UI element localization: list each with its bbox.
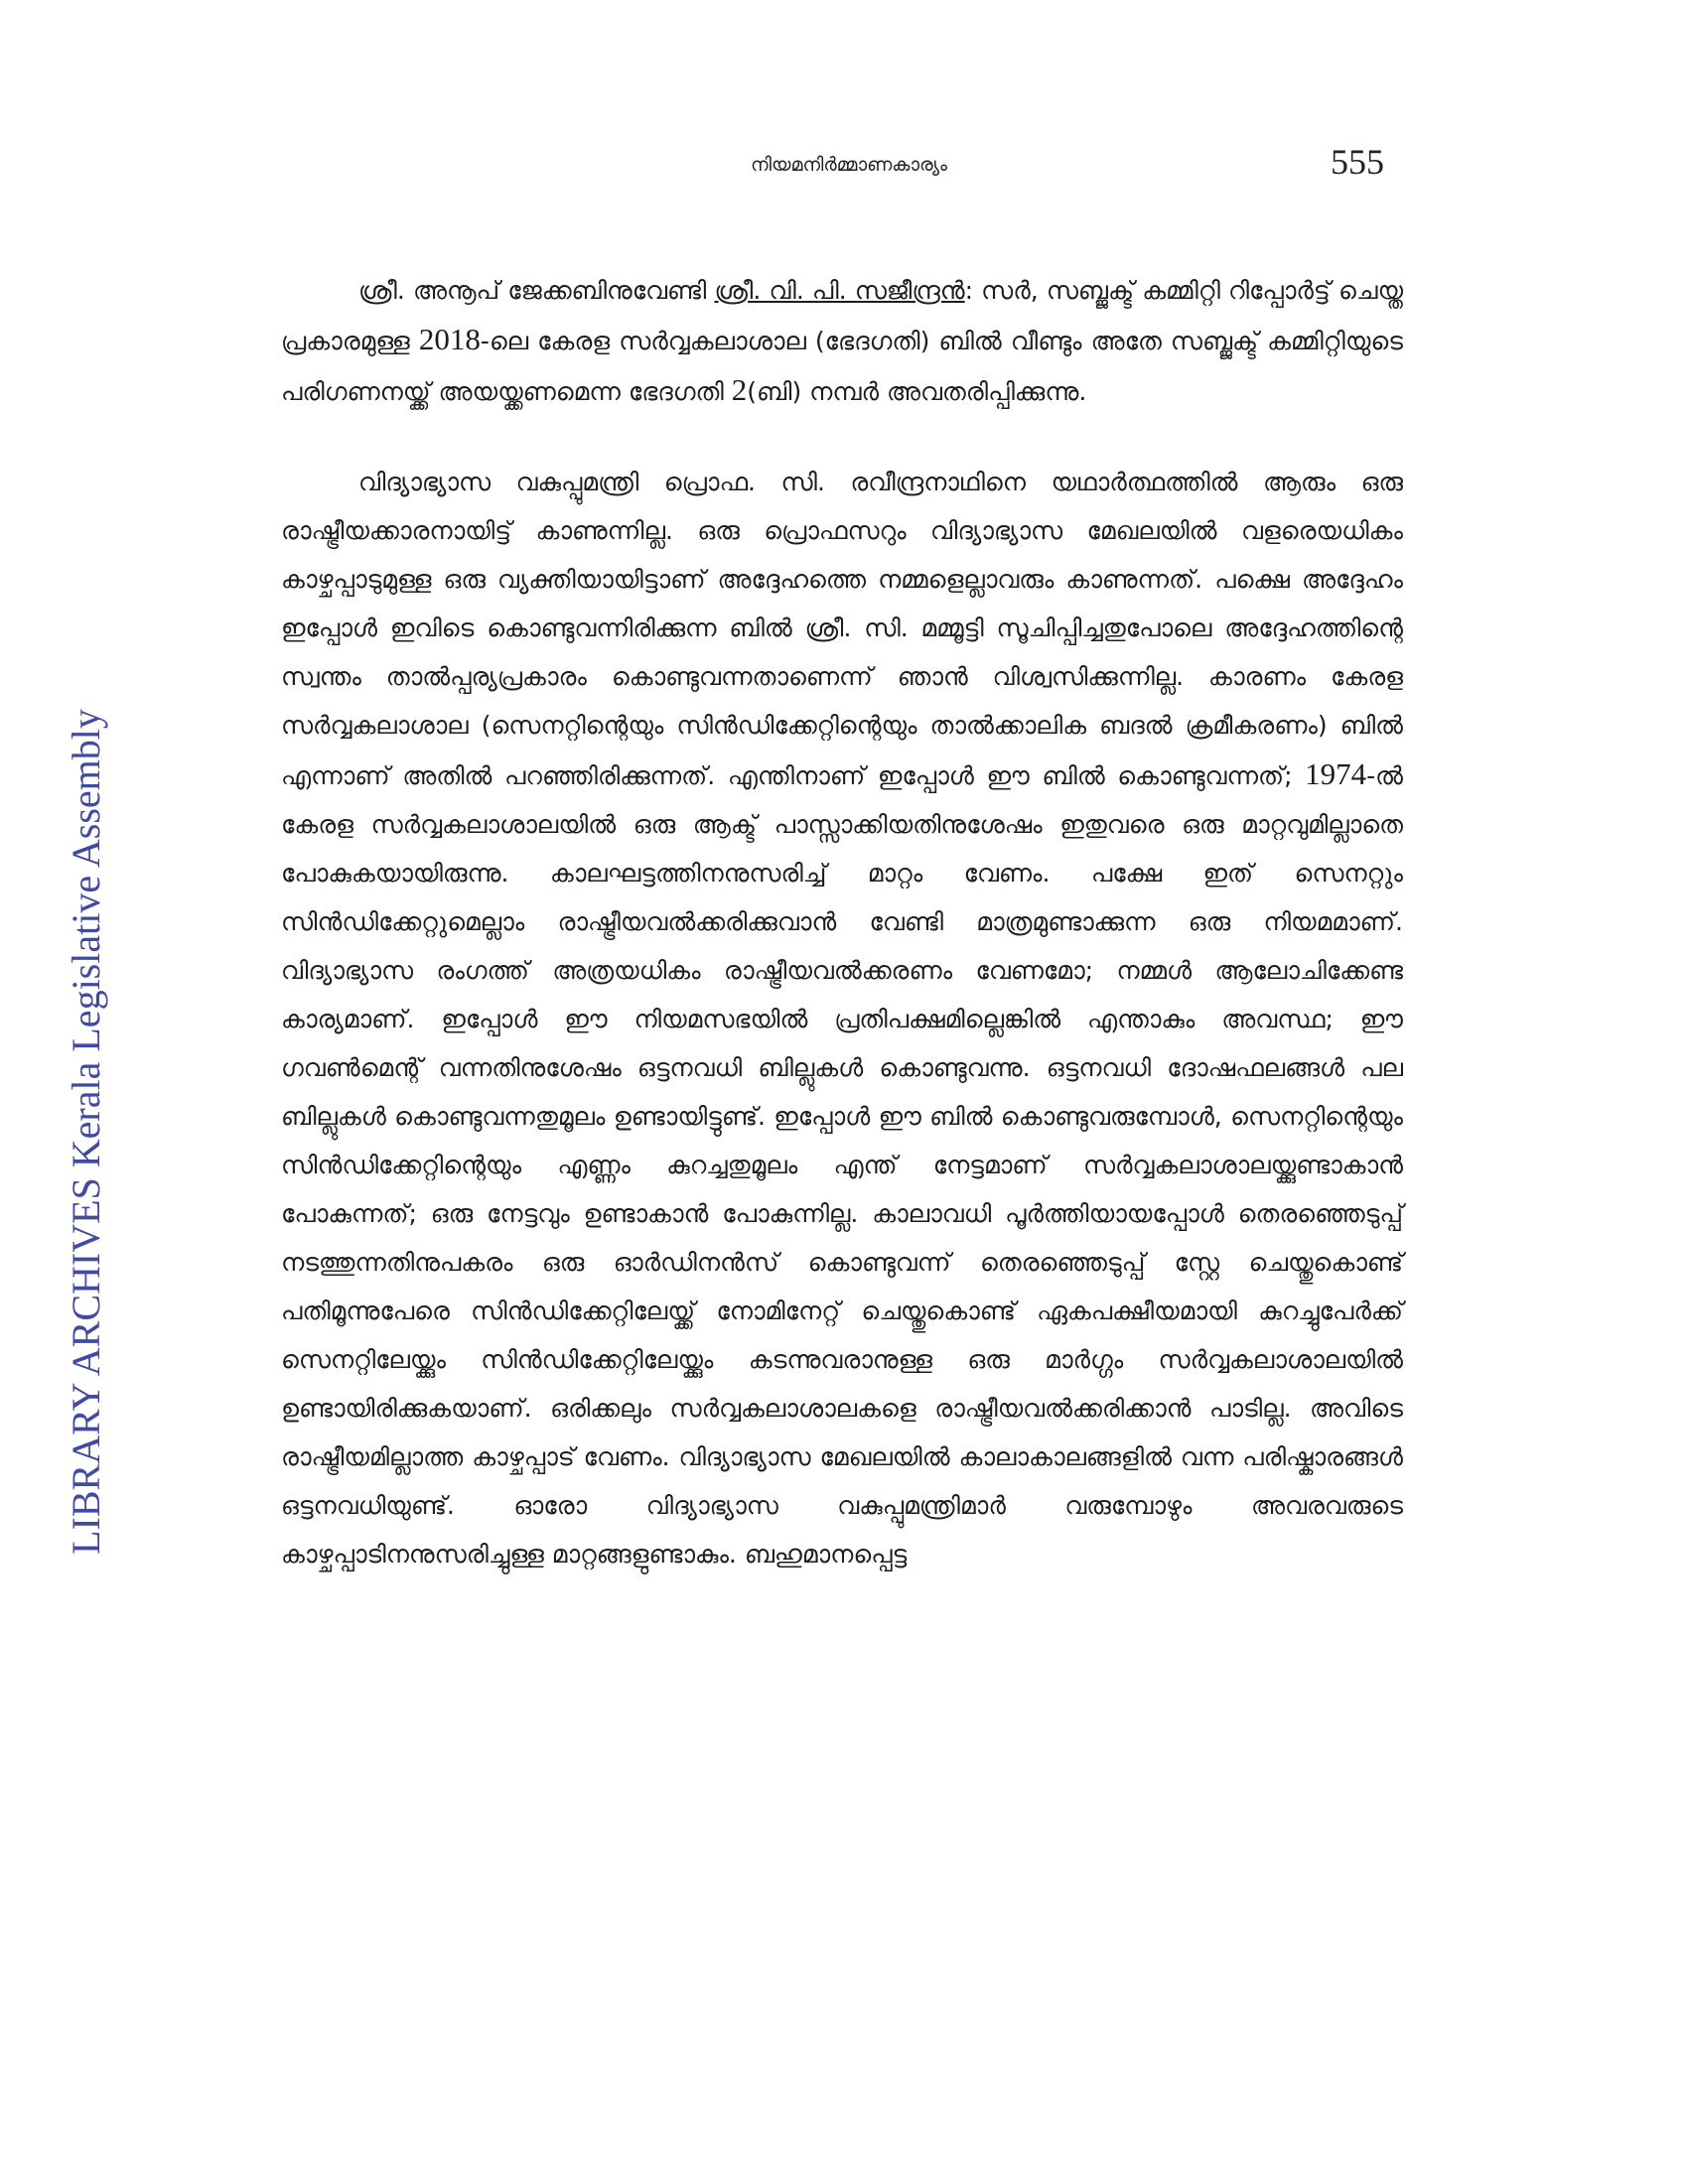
speaker-prefix: ശ്രീ. അനൂപ് ജേക്കബിനുവേണ്ടി xyxy=(358,276,715,305)
paragraph-text: വിദ്യാഭ്യാസ വകുപ്പുമന്ത്രി പ്രൊഫ. സി. രവീന്ദ്രനാഥിനെ യഥാർത്ഥത്തിൽ ആരും ഒരു രാഷ്ട്രീയക്കാരനായിട്ട് കാണുന്നില്ല. ഒരു പ്രൊഫസറും വിദ്യാഭ്യാസ മേഖലയിൽ വളരെയധികം കാഴ്ചപ്പാടുമുള്ള ഒരു വ്യക്തിയായിട്ടാണ് അദ്ദേഹത്തെ നമ്മളെല്ലാവരും കാണുന്നത്. പക്ഷെ അദ്ദേഹം ഇപ്പോൾ ഇവിടെ കൊണ്ടുവന്നിരിക്കുന്ന ബിൽ ശ്രീ. സി. മമ്മൂട്ടി സൂചിപ്പിച്ചതുപോലെ അദ്ദേഹത്തിന്റെ സ്വന്തം താൽപ്പര്യപ്രകാരം കൊണ്ടുവന്നതാണെന്ന് ഞാൻ വിശ്വസിക്കുന്നില്ല. കാരണം കേരള സർവ്വകലാശാല (സെനറ്റിന്റെയും സിൻഡിക്കേറ്റിന്റെയും താൽക്കാലിക ബദൽ ക്രമീകരണം) ബിൽ എന്നാണ് അതിൽ പറഞ്ഞിരിക്കുന്നത്. എന്തിനാണ് ഇപ്പോൾ ഈ ബിൽ കൊണ്ടുവന്നത്; xyxy=(281,468,1403,790)
document-body xyxy=(281,266,1403,1578)
paragraph-speech xyxy=(281,458,1403,1578)
speaker-name: ശ്രീ. വി. പി. സജീന്ദ്രൻ xyxy=(714,276,965,305)
archive-watermark: LIBRARY ARCHIVES Kerala Legislative Assembly xyxy=(64,709,108,1555)
paragraph-text: -ൽ കേരള സർവ്വകലാശാലയിൽ ഒരു ആക്ട് പാസ്സാക്കിയതിനുശേഷം ഇതുവരെ ഒരു മാറ്റവുമില്ലാതെ പോകുകയായിരുന്നു. കാലഘട്ടത്തിനനുസരിച്ച് മാറ്റം വേണം. പക്ഷേ ഇത് സെനറ്റും സിൻഡിക്കേറ്റുമെല്ലാം രാഷ്ട്രീയവൽക്കരിക്കുവാൻ വേണ്ടി മാത്രമുണ്ടാക്കുന്ന ഒരു നിയമമാണ്. വിദ്യാഭ്യാസ രംഗത്ത് അത്രയധികം രാഷ്ട്രീയവൽക്കരണം വേണമോ; നമ്മൾ ആലോചിക്കേണ്ട കാര്യമാണ്. ഇപ്പോൾ ഈ നിയമസഭയിൽ പ്രതിപക്ഷമില്ലെങ്കിൽ എന്താകും അവസ്ഥ; ഈ ഗവൺമെന്റ് വന്നതിനുശേഷം ഒട്ടനവധി ബില്ലുകൾ കൊണ്ടുവന്നു. ഒട്ടനവധി ദോഷഫലങ്ങൾ പല ബില്ലുകൾ കൊണ്ടുവന്നതുമൂലം ഉണ്ടായിട്ടുണ്ട്. ഇപ്പോൾ ഈ ബിൽ കൊണ്ടുവരുമ്പോൾ, സെനറ്റിന്റെയും സിൻഡിക്കേറ്റിന്റെയും എണ്ണം കുറച്ചതുമൂലം എന്ത് നേട്ടമാണ് സർവ്വകലാശാലയ്ക്കുണ്ടാകാൻ പോകുന്നത്; ഒരു നേട്ടവും ഉണ്ടാകാൻ പോകുന്നില്ല. കാലാവധി പൂർത്തിയായപ്പോൾ തെരഞ്ഞെടുപ്പ് നടത്തുന്നതിനുപകരം ഒരു ഓർഡിനൻസ് കൊണ്ടുവന്ന് തെരഞ്ഞെടുപ്പ് സ്റ്റേ ചെയ്തുകൊണ്ട് പതിമൂന്നുപേരെ സിൻഡിക്കേറ്റിലേയ്ക്ക് നോമിനേറ്റ് ചെയ്തുകൊണ്ട് ഏകപക്ഷീയമായി കുറച്ചുപേർക്ക് സെനറ്റിലേയ്ക്കും സിൻഡിക്കേറ്റിലേയ്ക്കും കടന്നുവരാനുള്ള ഒരു മാർഗ്ഗം സർവ്വകലാശാലയിൽ ഉണ്ടായിരിക്കുകയാണ്. ഒരിക്കലും സർവ്വകലാശാലകളെ രാഷ്ട്രീയവൽക്കരിക്കാൻ പാടില്ല. അവിടെ രാഷ്ട്രീയമില്ലാത്ത കാഴ്ചപ്പാട് വേണം. വിദ്യാഭ്യാസ മേഖലയിൽ കാലാകാലങ്ങളിൽ വന്ന പരിഷ്കാരങ്ങൾ ഒട്ടനവധിയുണ്ട്. ഓരോ വിദ്യാഭ്യാസ വകുപ്പുമന്ത്രിമാർ വരുമ്പോഴും അവരവരുടെ കാഴ്ചപ്പാടിനനുസരിച്ചുള്ള മാറ്റങ്ങളുണ്ടാകും. ബഹുമാനപ്പെട്ട xyxy=(281,761,1403,1569)
paragraph-text: : സർ, സബ്ജക്ട് കമ്മിറ്റി റിപ്പോർട്ട് ചെയ്ത പ്രകാരമുള്ള xyxy=(281,276,1404,355)
amendment-number: 2 xyxy=(731,372,748,407)
running-header-title: നിയമനിർമ്മാണകാര്യം xyxy=(751,154,947,176)
page-number: 555 xyxy=(1331,142,1384,182)
paragraph-text: (ബി) നമ്പർ അവതരിപ്പിക്കുന്നു. xyxy=(747,377,1087,406)
paragraph-motion xyxy=(281,266,1403,416)
year-number: 2018 xyxy=(418,322,481,356)
year-number: 1974 xyxy=(1305,756,1367,791)
paragraph-text: -ലെ കേരള സർവ്വകലാശാല (ഭേദഗതി) ബിൽ വീണ്ടും അതേ സബ്ജക്ട് കമ്മിറ്റിയുടെ പരിഗണനയ്ക്ക് അയയ്ക്കണമെന്ന ഭേദഗതി xyxy=(281,327,1403,406)
